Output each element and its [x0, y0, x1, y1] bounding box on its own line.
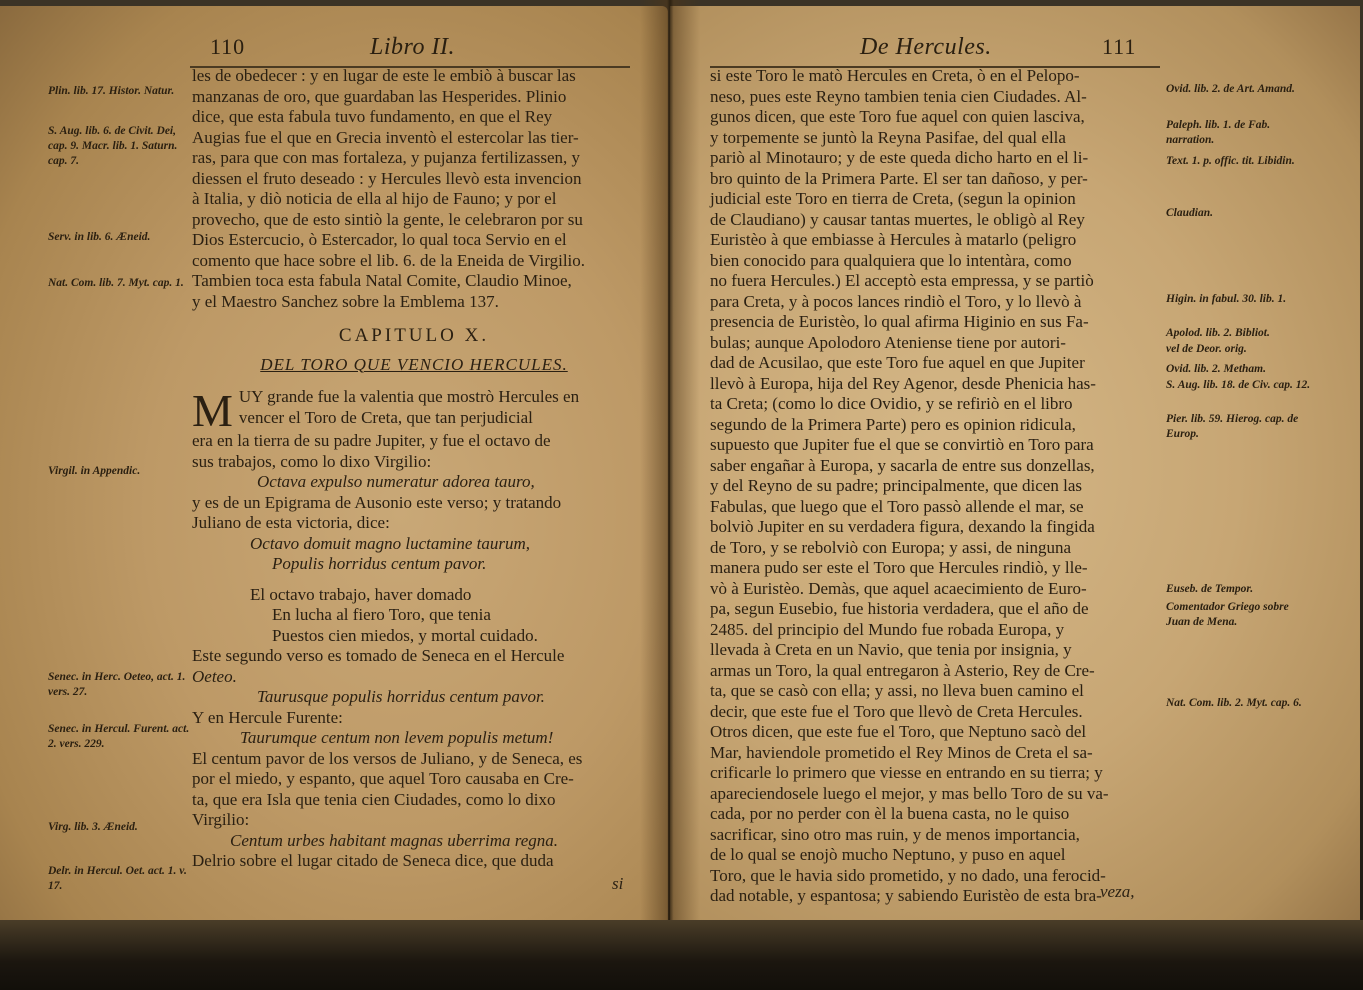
margin-note: Ovid. lib. 2. de Art. Amand.	[1166, 83, 1295, 95]
margin-note: Paleph. lib. 1. de Fab. narration.	[1166, 119, 1271, 146]
margin-note: Nat. Com. lib. 7. Myt. cap. 1.	[48, 277, 184, 289]
right-running-head: De Hercules.	[860, 34, 992, 60]
verse-line: Octavo domuit magno luctamine taurum,	[250, 533, 530, 553]
text-line: ras, para que con mas fortaleza, y pujanza fertilizassen, y	[192, 148, 580, 167]
margin-note: Delr. in Hercul. Oet. act. 1. v. 17.	[48, 865, 187, 892]
verse-line: Puestos cien miedos, y mortal cuidado.	[272, 625, 538, 645]
verse-line: Taurusque populis horridus centum pavor.	[257, 687, 545, 706]
text-line: Este segundo verso es tomado de Seneca en el Hercule	[192, 646, 565, 665]
margin-note: Claudian.	[1166, 207, 1213, 219]
text-line: 2485. del principio del Mundo fue robada Europa, y	[710, 619, 1065, 639]
margin-note: Senec. in Herc. Oeteo, act. 1. vers. 27.	[48, 671, 186, 698]
text-line: ta Creta; (como lo dice Ovidio, y se refiriò en el libro	[710, 394, 1073, 413]
text-line: presencia de Euristèo, lo qual afirma Higinio en sus Fa-	[710, 312, 1089, 331]
text-line: saber engañar à Europa, y sacarla de entre sus donzellas,	[710, 455, 1095, 475]
left-page	[0, 6, 668, 926]
verse-line: Octava expulso numeratur adorea tauro,	[257, 472, 535, 491]
text-line: Euristèo à que embiasse à Hercules à matarlo (peligro	[710, 230, 1077, 249]
text-line: llevò à Europa, hija del Rey Agenor, desde Phenicia has-	[710, 373, 1096, 393]
left-running-head: Libro II.	[370, 34, 455, 60]
text-line: y del Reyno de su padre; principalmente, que dicen las	[710, 476, 1082, 495]
verse-line: Populis horridus centum pavor.	[272, 554, 487, 573]
text-line: vencer el Toro de Creta, que tan perjudicial	[238, 407, 533, 427]
margin-note: Virgil. in Appendic.	[48, 465, 141, 477]
text-line: ta, que era Isla que tenia cien Ciudades, como lo dixo	[192, 789, 556, 809]
margin-note: Ovid. lib. 2. Metham.	[1166, 363, 1266, 375]
text-line: pa, segun Eusebio, fue historia verdadera, que el año de	[710, 599, 1089, 618]
text-line: cada, por no perder con èl la buena casta, no le quiso	[710, 804, 1070, 823]
text-line: Dios Estercucio, ò Estercador, lo qual toca Servio en el	[192, 230, 567, 249]
text-line: y es de un Epigrama de Ausonio este verso; y tratando	[192, 492, 562, 512]
text-line: y torpemente se juntò la Reyna Pasifae, del qual ella	[710, 127, 1066, 147]
text-line: segundo de la Primera Parte) pero es opinion ridicula,	[710, 414, 1076, 434]
text-line: vò à Euristèo. Demàs, que aquel acaecimiento de Euro-	[710, 578, 1087, 598]
margin-note: Comentador Griego sobre Juan de Mena.	[1166, 601, 1289, 628]
text-line: judicial este Toro en tierra de Creta, (segun la opinion	[710, 189, 1076, 208]
margin-note: Higin. in fabul. 30. lib. 1.	[1166, 293, 1287, 305]
left-margin-notes	[48, 6, 188, 906]
text-line: ta, que se casò con ella; y assi, no lleva buen camino el	[710, 681, 1084, 700]
text-line: sus trabajos, como lo dixo Virgilio:	[192, 451, 432, 471]
text-line: UY grande fue la valentia que mostrò Hercules en	[238, 387, 580, 406]
text-line: dad notable, y espantosa; y sabiendo Euristèo de esta bra-	[710, 886, 1102, 905]
text-line: Augias fue el que en Grecia inventò el estercolar las tier-	[192, 127, 579, 147]
text-line: Toro, que le havia sido prometido, y no dado, una ferocid-	[710, 865, 1106, 885]
right-margin-notes	[1166, 6, 1311, 906]
text-line: bulas; aunque Apolodoro Ateniense tiene por autori-	[710, 332, 1066, 352]
text-line: comento que hace sobre el lib. 6. de la Eneida de Virgilio.	[192, 250, 586, 270]
text-line: Tambien toca esta fabula Natal Comite, Claudio Minoe,	[192, 271, 572, 290]
text-line: y el Maestro Sanchez sobre la Emblema 137.	[192, 291, 499, 311]
text-line: crificarle lo primero que viesse en entrando en su tierra; y	[710, 763, 1103, 782]
text-line: de Claudiano) y causar tantas muertes, le obligò al Rey	[710, 209, 1085, 229]
drop-cap: M	[192, 385, 233, 436]
text-line: les de obedecer : y en lugar de este le embiò à buscar las	[192, 66, 576, 85]
left-body	[192, 66, 636, 872]
text-line: pariò al Minotauro; y de este queda dicho harto en el li-	[710, 148, 1089, 167]
text-line: por el miedo, y espanto, que aquel Toro causaba en Cre-	[192, 769, 574, 788]
left-page-number: 110	[210, 34, 246, 59]
text-line: neso, pues este Reyno tambien tenia cien Ciudades. Al-	[710, 86, 1087, 106]
margin-note: Plin. lib. 17. Histor. Natur.	[48, 85, 175, 97]
text-line: si este Toro le matò Hercules en Creta, ò en el Pelopo-	[710, 66, 1080, 85]
text-line: manzanas de oro, que guardaban las Hesperides. Plinio	[192, 86, 567, 106]
margin-note: Serv. in lib. 6. Æneid.	[48, 231, 151, 243]
margin-note: Virg. lib. 3. Æneid.	[48, 821, 138, 833]
text-line: El centum pavor de los versos de Juliano, y de Seneca, es	[192, 748, 583, 768]
text-line: supuesto que Jupiter fue el que se convirtiò en Toro para	[710, 435, 1094, 454]
text-line: bien conocido para qualquiera que lo intentàra, como	[710, 250, 1072, 270]
right-catchword: veza,	[1100, 882, 1135, 901]
text-line: bro quinto de la Primera Parte. El ser tan dañoso, y per-	[710, 168, 1088, 188]
right-page	[670, 6, 1360, 926]
right-body	[710, 66, 1162, 907]
text-line: armas un Toro, la qual entregaron à Asterio, Rey de Cre-	[710, 660, 1095, 680]
text-line: diessen el fruto deseado : y Hercules llevò esta invencion	[192, 168, 582, 188]
text-line: bolviò Jupiter en su verdadera figura, dexando la fingida	[710, 517, 1095, 536]
text-line: sacrificar, sino otro mas ruin, y de menos importancia,	[710, 824, 1080, 844]
left-catchword: si	[612, 874, 624, 893]
margin-note: Pier. lib. 59. Hierog. cap. de Europ.	[1166, 413, 1299, 440]
text-line: Juliano de esta victoria, dice:	[192, 513, 390, 532]
right-page-number: 111	[1102, 34, 1137, 59]
verse-line: Centum urbes habitant magnas uberrima regna.	[230, 830, 559, 850]
text-line: era en la tierra de su padre Jupiter, y fue el octavo de	[192, 431, 551, 450]
chapter-title: CAPITULO X.	[338, 325, 490, 346]
text-line: manera pudo ser este el Toro que Hercules rindiò, y lle-	[710, 558, 1088, 577]
text-line: gunos dicen, que este Toro fue aquel con quien lasciva,	[710, 107, 1085, 126]
text-line: de Toro, y se rebolviò con Europa; y assi, de ninguna	[710, 537, 1072, 557]
text-line: Fabulas, que luego que el Toro passò allende el mar, se	[710, 496, 1084, 516]
text-line: Oeteo.	[192, 666, 237, 686]
table-shadow	[0, 920, 1363, 990]
text-line: dad de Acusilao, que este Toro fue aquel en que Jupiter	[710, 353, 1085, 372]
margin-note: Euseb. de Tempor.	[1166, 583, 1254, 595]
verse-line: En lucha al fiero Toro, que tenia	[272, 605, 491, 624]
text-line: no fuera Hercules.) El acceptò esta empressa, y se partiò	[710, 271, 1094, 290]
text-line: Mar, haviendole prometido el Rey Minos de Creta el sa-	[710, 742, 1093, 762]
text-line: de lo qual se enojò mucho Neptuno, y puso en aquel	[710, 845, 1066, 864]
text-line: para Creta, y à pocos lances rindiò el Toro, y lo llevò à	[710, 291, 1082, 311]
verse-line: El octavo trabajo, haver domado	[250, 584, 472, 604]
margin-note: Text. 1. p. offic. tit. Libidin.	[1166, 155, 1295, 167]
text-line: decir, que este fue el Toro que llevò de Creta Hercules.	[710, 701, 1083, 721]
margin-note: Senec. in Hercul. Furent. act. 2. vers. 229.	[48, 723, 190, 750]
margin-note: S. Aug. lib. 18. de Civ. cap. 12.	[1166, 379, 1311, 391]
text-line: Delrio sobre el lugar citado de Seneca dice, que duda	[192, 851, 554, 870]
text-line: à Italia, y diò noticia de ella al hijo de Fauno; y por el	[192, 189, 557, 208]
text-line: Y en Hercule Furente:	[192, 707, 343, 727]
verse-line: Taurumque centum non levem populis metum!	[240, 728, 554, 747]
text-line: Virgilio:	[192, 810, 250, 829]
text-line: llevada à Creta en un Navio, que tenia por insignia, y	[710, 640, 1072, 659]
margin-note: vel de Deor. orig.	[1166, 343, 1247, 355]
chapter-subtitle: DEL TORO QUE VENCIO HERCULES.	[260, 354, 568, 374]
text-line: apareciendosele luego el mejor, y mas bello Toro de su va-	[710, 783, 1109, 803]
margin-note: Nat. Com. lib. 2. Myt. cap. 6.	[1166, 697, 1302, 709]
text-line: provecho, que de esto sintiò la gente, le celebraron por su	[192, 209, 583, 229]
margin-note: Apolod. lib. 2. Bibliot.	[1166, 327, 1270, 339]
margin-note: S. Aug. lib. 6. de Civit. Dei, cap. 9. Macr. lib. 1. Saturn. cap. 7.	[48, 125, 178, 167]
text-line: dice, que esta fabula tuvo fundamento, en que el Rey	[192, 107, 553, 126]
text-line: Otros dicen, que este fue el Toro, que Neptuno sacò del	[710, 722, 1087, 741]
